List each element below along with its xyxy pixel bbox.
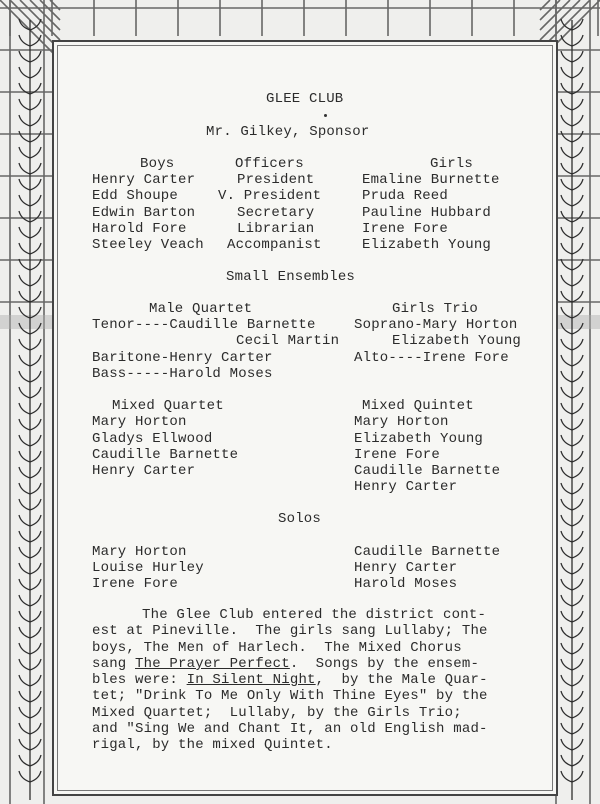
male-quartet-line: Cecil Martin — [236, 333, 340, 349]
solo-name: Henry Carter — [354, 560, 458, 576]
girl-name: Irene Fore — [362, 221, 449, 237]
girls-trio-line: Soprano-Mary Horton — [354, 317, 518, 333]
paragraph-line: rigal, by the mixed Quintet. — [92, 737, 333, 753]
office-title: Accompanist — [227, 237, 322, 253]
paragraph-text: sang — [92, 656, 136, 672]
male-quartet-line: Bass-----Harold Moses — [92, 366, 273, 382]
girl-name: Pruda Reed — [362, 188, 449, 204]
boy-name: Edd Shoupe — [92, 188, 179, 204]
section-heading-solos: Solos — [278, 511, 322, 527]
girls-trio-heading: Girls Trio — [392, 301, 479, 317]
male-quartet-line: Baritone-Henry Carter — [92, 350, 273, 366]
solo-name: Louise Hurley — [92, 560, 204, 576]
mixed-quartet-member: Gladys Ellwood — [92, 431, 213, 447]
boy-name: Henry Carter — [92, 172, 196, 188]
header-boys: Boys — [140, 156, 175, 172]
section-heading-small-ensembles: Small Ensembles — [226, 269, 356, 285]
mixed-quintet-heading: Mixed Quintet — [362, 398, 474, 414]
paragraph-text: bles were: — [92, 672, 187, 688]
office-title: V. President — [218, 188, 322, 204]
mixed-quintet-member: Elizabeth Young — [354, 431, 484, 447]
office-title: Librarian — [237, 221, 315, 237]
paragraph-line: and "Sing We and Chant It, an old English mad- — [92, 721, 488, 737]
solo-name: Irene Fore — [92, 576, 179, 592]
paragraph-text: . Songs by the ensem- — [289, 656, 480, 672]
girls-trio-line: Alto----Irene Fore — [354, 350, 509, 366]
paragraph-line: Mixed Quartet; Lullaby, by the Girls Trio; — [92, 705, 462, 721]
boy-name: Harold Fore — [92, 221, 187, 237]
song-title-prayer-perfect: The Prayer Perfect — [135, 656, 290, 672]
mixed-quintet-member: Henry Carter — [354, 479, 458, 495]
header-officers: Officers — [235, 156, 304, 172]
page-title: GLEE CLUB — [266, 91, 344, 107]
girl-name: Pauline Hubbard — [362, 205, 492, 221]
ink-dot — [324, 114, 327, 117]
mixed-quintet-member: Caudille Barnette — [354, 463, 501, 479]
girls-trio-line: Elizabeth Young — [392, 333, 522, 349]
mixed-quintet-member: Mary Horton — [354, 414, 449, 430]
solo-name: Mary Horton — [92, 544, 187, 560]
solo-name: Caudille Barnette — [354, 544, 501, 560]
mixed-quartet-member: Mary Horton — [92, 414, 187, 430]
male-quartet-heading: Male Quartet — [149, 301, 253, 317]
song-title-silent-night: In Silent Night — [186, 672, 316, 688]
sponsor-line: Mr. Gilkey, Sponsor — [206, 124, 370, 140]
paragraph-line — [92, 657, 479, 672]
solo-name: Harold Moses — [354, 576, 458, 592]
program-sheet — [52, 40, 558, 796]
paragraph-line: The Glee Club entered the district cont- — [142, 607, 487, 623]
office-title: Secretary — [237, 205, 315, 221]
girl-name: Emaline Burnette — [362, 172, 500, 188]
girl-name: Elizabeth Young — [362, 237, 492, 253]
mixed-quartet-member: Henry Carter — [92, 463, 196, 479]
header-girls: Girls — [430, 156, 474, 172]
mixed-quartet-heading: Mixed Quartet — [112, 398, 224, 414]
mixed-quintet-member: Irene Fore — [354, 447, 441, 463]
boy-name: Steeley Veach — [92, 237, 204, 253]
paragraph-line: tet; "Drink To Me Only With Thine Eyes" by the — [92, 688, 488, 704]
male-quartet-line: Tenor----Caudille Barnette — [92, 317, 316, 333]
office-title: President — [237, 172, 315, 188]
mixed-quartet-member: Caudille Barnette — [92, 447, 239, 463]
paragraph-line — [92, 673, 488, 688]
paragraph-text: , by the Male Quar- — [315, 672, 488, 688]
paragraph-line: est at Pineville. The girls sang Lullaby; The — [92, 623, 488, 639]
boy-name: Edwin Barton — [92, 205, 196, 221]
paragraph-line: boys, The Men of Harlech. The Mixed Chorus — [92, 640, 462, 656]
